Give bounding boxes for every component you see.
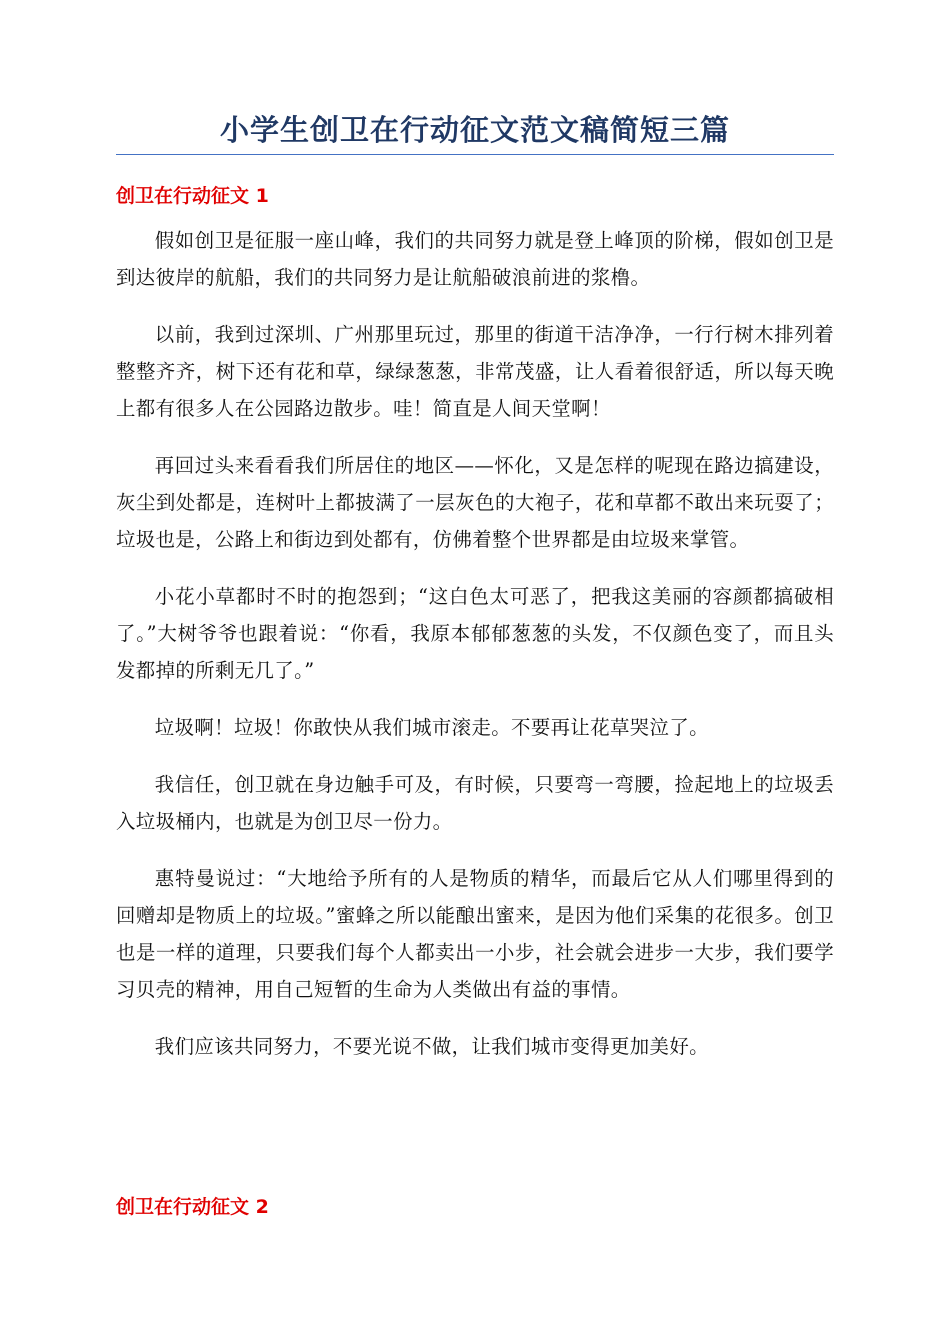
paragraph: 以前，我到过深圳、广州那里玩过，那里的街道干洁净净，一行行树木排列着整整齐齐，树下还有花和草，绿绿葱葱，非常茂盛，让人看着很舒适，所以每天晚上都有很多人在公园路边散步。哇！简直是人间天堂啊！: [116, 323, 834, 420]
paragraph: 惠特曼说过：“大地给予所有的人是物质的精华，而最后它从人们哪里得到的回赠却是物质上的垃圾。”蜜蜂之所以能酿出蜜来，是因为他们采集的花很多。创卫也是一样的道理，只要我们每个人都卖出一小步，社会就会进步一大步，我们要学习贝壳的精神，用自己短暂的生命为人类做出有益的事情。: [116, 867, 834, 1001]
section-heading-2: 创卫在行动征文 2: [116, 1196, 269, 1218]
paragraph: 再回过头来看看我们所居住的地区——怀化，又是怎样的呢现在路边搞建设，灰尘到处都是，连树叶上都披满了一层灰色的大袍子，花和草都不敢出来玩耍了；垃圾也是，公路上和街边到处都有，仿佛着整个世界都是由垃圾来掌管。: [116, 454, 834, 551]
paragraph: 小花小草都时不时的抱怨到；“这白色太可恶了，把我这美丽的容颜都搞破相了。”大树爷爷也跟着说：“你看，我原本郁郁葱葱的头发，不仅颜色变了，而且头发都掉的所剩无几了。”: [116, 585, 834, 682]
title-underline: [116, 154, 834, 155]
paragraph: 假如创卫是征服一座山峰，我们的共同努力就是登上峰顶的阶梯，假如创卫是到达彼岸的航船，我们的共同努力是让航船破浪前进的浆橹。: [116, 229, 834, 289]
paragraph: 我们应该共同努力，不要光说不做，让我们城市变得更加美好。: [154, 1035, 709, 1058]
paragraph: 垃圾啊！垃圾！你敢快从我们城市滚走。不要再让花草哭泣了。: [154, 716, 709, 739]
document-title: 小学生创卫在行动征文范文稿简短三篇: [219, 113, 730, 147]
paragraph: 我信任，创卫就在身边触手可及，有时候，只要弯一弯腰，捡起地上的垃圾丢入垃圾桶内，也就是为创卫尽一份力。: [116, 773, 834, 833]
section-1-body: [116, 222, 834, 1085]
section-heading-1: 创卫在行动征文 1: [116, 185, 269, 207]
